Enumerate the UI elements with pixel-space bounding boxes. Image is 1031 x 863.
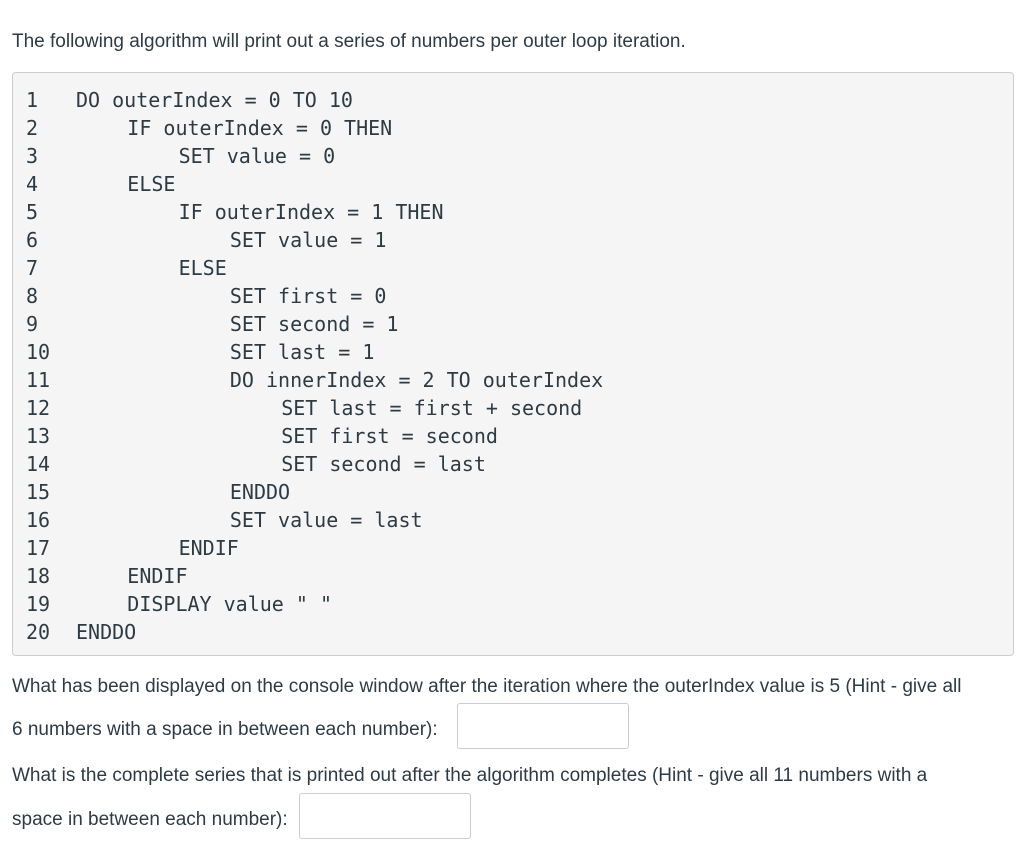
line-number: 10 bbox=[26, 340, 51, 364]
code-text: ELSE bbox=[127, 172, 176, 196]
line-number: 16 bbox=[26, 508, 51, 532]
line-number: 19 bbox=[26, 592, 51, 616]
line-number: 2 bbox=[26, 116, 39, 140]
line-number: 1 bbox=[26, 88, 39, 112]
code-block bbox=[12, 72, 1014, 656]
line-number: 13 bbox=[26, 424, 51, 448]
line-number: 18 bbox=[26, 564, 51, 588]
code-text: SET value = last bbox=[229, 508, 423, 532]
code-text: ENDDO bbox=[76, 620, 137, 644]
code-text: SET last = 1 bbox=[229, 340, 375, 364]
code-text: ENDIF bbox=[127, 564, 188, 588]
code-text: SET second = last bbox=[281, 452, 486, 476]
code-text: ENDIF bbox=[178, 536, 239, 560]
code-text: IF outerIndex = 0 THEN bbox=[127, 116, 393, 140]
code-text: SET value = 1 bbox=[229, 228, 387, 252]
code-text: IF outerIndex = 1 THEN bbox=[178, 200, 444, 224]
code-text: SET first = 0 bbox=[229, 284, 387, 308]
line-number: 8 bbox=[26, 284, 39, 308]
question-1-line-1: What has been displayed on the console window after the iteration where the outerIndex value is 5 (Hint - give all bbox=[12, 676, 962, 697]
question-2-answer-input[interactable] bbox=[299, 793, 471, 839]
code-text: SET first = second bbox=[281, 424, 498, 448]
line-number: 11 bbox=[26, 368, 51, 392]
code-text: SET second = 1 bbox=[229, 312, 399, 336]
intro-text: The following algorithm will print out a series of numbers per outer loop iteration. bbox=[12, 31, 686, 52]
question-2-line-1: What is the complete series that is printed out after the algorithm completes (Hint - give all 11 numbers with a bbox=[12, 765, 928, 786]
line-number: 7 bbox=[26, 256, 39, 280]
line-number: 20 bbox=[26, 620, 51, 644]
line-number: 17 bbox=[26, 536, 51, 560]
code-text: DO outerIndex = 0 TO 10 bbox=[76, 88, 353, 112]
line-number: 14 bbox=[26, 452, 51, 476]
code-text: DO innerIndex = 2 TO outerIndex bbox=[229, 368, 604, 392]
line-number: 4 bbox=[26, 172, 39, 196]
question-2-line-2: space in between each number): bbox=[12, 809, 288, 830]
question-1-answer-input[interactable] bbox=[457, 703, 629, 749]
line-number: 12 bbox=[26, 396, 51, 420]
line-number: 6 bbox=[26, 228, 39, 252]
line-number: 3 bbox=[26, 144, 39, 168]
line-number: 5 bbox=[26, 200, 39, 224]
line-number: 9 bbox=[26, 312, 39, 336]
code-text: SET value = 0 bbox=[178, 144, 336, 168]
code-text: DISPLAY value " " bbox=[127, 592, 332, 616]
code-text: ENDDO bbox=[229, 480, 291, 504]
code-text: ELSE bbox=[178, 256, 227, 280]
code-text: SET last = first + second bbox=[281, 396, 583, 420]
line-number: 15 bbox=[26, 480, 51, 504]
question-1-line-2: 6 numbers with a space in between each number): bbox=[12, 719, 438, 740]
